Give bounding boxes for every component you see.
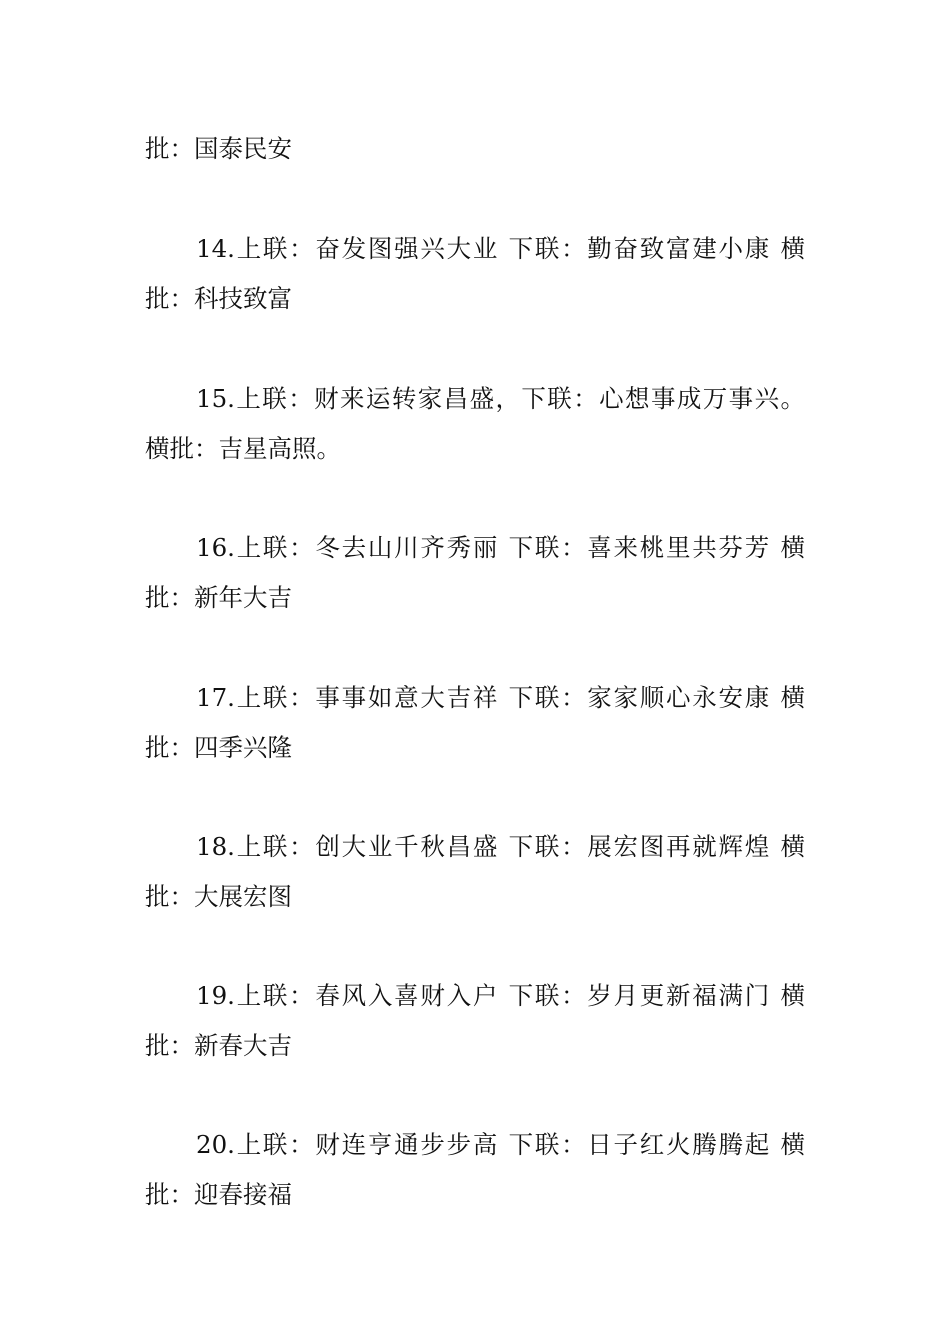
couplet-item-14: 14.上联：奋发图强兴大业 下联：勤奋致富建小康 横 (196, 234, 805, 263)
text-line: 批：四季兴隆 (145, 733, 292, 762)
couplet-item-15: 15.上联：财来运转家昌盛，下联：心想事成万事兴。 (196, 384, 805, 413)
text-line: 批：国泰民安 (145, 134, 292, 163)
text-line: 批：迎春接福 (145, 1180, 292, 1209)
text-line: 批：新年大吉 (145, 583, 292, 612)
text-line: 批：大展宏图 (145, 882, 292, 911)
text-line: 横批：吉星高照。 (145, 434, 341, 463)
couplet-item-18: 18.上联：创大业千秋昌盛 下联：展宏图再就辉煌 横 (196, 832, 805, 861)
couplet-item-16: 16.上联：冬去山川齐秀丽 下联：喜来桃里共芬芳 横 (196, 533, 805, 562)
couplet-item-19: 19.上联：春风入喜财入户 下联：岁月更新福满门 横 (196, 981, 805, 1010)
couplet-item-20: 20.上联：财连亨通步步高 下联：日子红火腾腾起 横 (196, 1130, 805, 1159)
couplet-item-17: 17.上联：事事如意大吉祥 下联：家家顺心永安康 横 (196, 683, 805, 712)
text-line: 批：科技致富 (145, 284, 292, 313)
text-line: 批：新春大吉 (145, 1031, 292, 1060)
